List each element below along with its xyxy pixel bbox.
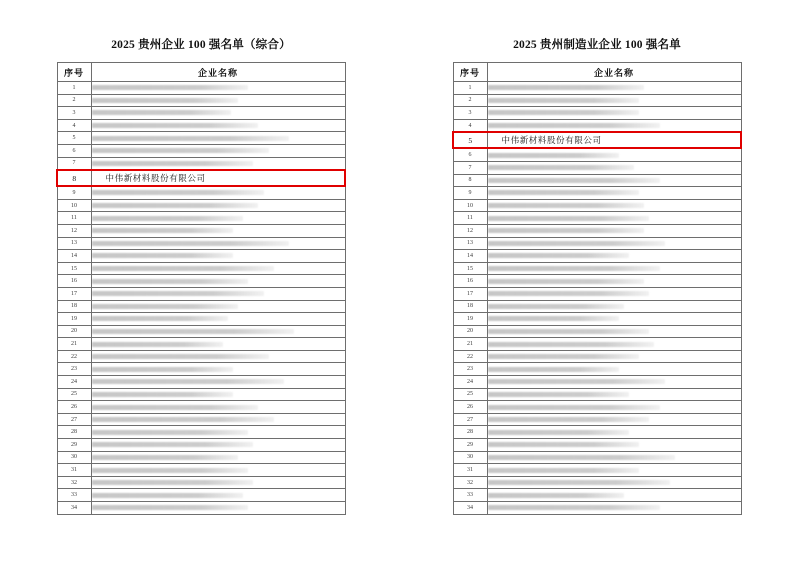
company-name-text (92, 253, 234, 258)
company-name-cell (487, 250, 741, 263)
table-row (453, 199, 741, 212)
company-name-cell (487, 325, 741, 338)
company-name-text (488, 329, 650, 334)
row-index-cell: 18 (453, 300, 487, 313)
company-name-text (92, 505, 249, 510)
company-name-cell (91, 212, 345, 225)
row-index-cell: 17 (57, 287, 91, 300)
row-index-cell: 14 (57, 250, 91, 263)
table-row (453, 212, 741, 225)
company-name-text (488, 493, 625, 498)
row-index-cell: 7 (453, 161, 487, 174)
company-name-text (92, 430, 249, 435)
row-index-cell: 19 (453, 313, 487, 326)
table-row (453, 107, 741, 120)
row-index-cell: 24 (453, 376, 487, 389)
table-row (57, 262, 345, 275)
company-name-cell (487, 376, 741, 389)
company-name-cell (91, 199, 345, 212)
company-name-text (92, 266, 274, 271)
company-name-text (92, 417, 274, 422)
row-index-cell: 20 (57, 325, 91, 338)
table-row-highlighted (57, 170, 345, 186)
company-name-text (488, 455, 675, 460)
company-name-text (92, 291, 264, 296)
row-index-cell: 9 (453, 187, 487, 200)
table-row (57, 107, 345, 120)
company-name-text (92, 216, 244, 221)
row-index-cell: 34 (57, 502, 91, 515)
row-index-cell: 8 (57, 170, 91, 186)
table-row (57, 439, 345, 452)
company-name-text (488, 216, 650, 221)
row-index-cell: 31 (57, 464, 91, 477)
company-name-cell (91, 476, 345, 489)
row-index-cell: 8 (453, 174, 487, 187)
table-row (57, 212, 345, 225)
row-index-cell: 26 (57, 401, 91, 414)
row-index-cell: 23 (57, 363, 91, 376)
table-row (453, 300, 741, 313)
table-header-row (453, 63, 741, 82)
table-row (57, 489, 345, 502)
company-name-cell (91, 464, 345, 477)
table-row (57, 186, 345, 199)
company-name-text (92, 468, 249, 473)
company-name-cell (91, 107, 345, 120)
row-index-cell: 3 (57, 107, 91, 120)
row-index-cell: 24 (57, 376, 91, 389)
company-name-cell (487, 300, 741, 313)
row-index-cell: 5 (453, 132, 487, 148)
company-name-text (92, 161, 254, 166)
company-name-text (488, 266, 660, 271)
table-row (453, 350, 741, 363)
company-name-cell (487, 237, 741, 250)
company-name-text (92, 329, 294, 334)
row-index-cell: 22 (453, 350, 487, 363)
table-row (453, 476, 741, 489)
row-index-cell: 16 (453, 275, 487, 288)
company-name-cell (487, 107, 741, 120)
table-row (57, 313, 345, 326)
row-index-cell: 1 (57, 82, 91, 95)
company-name-text (92, 442, 254, 447)
company-name-cell (487, 199, 741, 212)
company-name-cell (487, 502, 741, 515)
company-name-cell (487, 350, 741, 363)
row-index-cell: 13 (57, 237, 91, 250)
company-name-cell (487, 313, 741, 326)
row-index-cell: 31 (453, 464, 487, 477)
company-name-cell (91, 250, 345, 263)
row-index-cell: 29 (57, 439, 91, 452)
row-index-cell: 25 (57, 388, 91, 401)
company-name-cell (91, 119, 345, 132)
row-index-cell: 9 (57, 186, 91, 199)
row-index-cell: 3 (453, 107, 487, 120)
company-name-text (488, 85, 645, 90)
company-name-text: 中伟新材料股份有限公司 (105, 173, 206, 184)
company-list-table-right (452, 62, 742, 515)
company-name-text (92, 316, 229, 321)
page-title-right: 2025 贵州制造业企业 100 强名单 (513, 39, 681, 51)
row-index-cell: 6 (57, 144, 91, 157)
row-index-cell: 23 (453, 363, 487, 376)
row-index-cell: 11 (57, 212, 91, 225)
company-name-text (92, 203, 259, 208)
table-row (453, 250, 741, 263)
company-name-cell (91, 451, 345, 464)
column-header-no: 序号 (453, 63, 487, 82)
company-name-text (488, 165, 635, 170)
company-name-cell (91, 275, 345, 288)
company-name-text (92, 98, 239, 103)
company-name-text (92, 123, 259, 128)
row-index-cell: 21 (57, 338, 91, 351)
table-row (57, 287, 345, 300)
company-name-cell (487, 413, 741, 426)
company-name-cell (487, 132, 741, 148)
company-name-text (488, 405, 660, 410)
table-row (453, 426, 741, 439)
company-name-text (488, 417, 650, 422)
table-row (453, 119, 741, 132)
company-name-text (488, 379, 665, 384)
table-row (57, 401, 345, 414)
row-index-cell: 15 (453, 262, 487, 275)
company-name-cell (91, 144, 345, 157)
company-name-text (488, 468, 640, 473)
page-title-left: 2025 贵州企业 100 强名单（综合） (111, 39, 291, 51)
company-name-text (488, 123, 660, 128)
company-name-cell (91, 132, 345, 145)
table-row (57, 464, 345, 477)
company-name-text (488, 304, 625, 309)
company-name-cell (91, 94, 345, 107)
table-row (57, 275, 345, 288)
row-index-cell: 20 (453, 325, 487, 338)
row-index-cell: 21 (453, 338, 487, 351)
row-index-cell: 22 (57, 350, 91, 363)
company-name-cell (487, 338, 741, 351)
row-index-cell: 11 (453, 212, 487, 225)
table-row (453, 413, 741, 426)
row-index-cell: 34 (453, 502, 487, 515)
table-header-row (57, 63, 345, 82)
table-row (57, 250, 345, 263)
table-row (57, 413, 345, 426)
row-index-cell: 30 (453, 451, 487, 464)
table-row (57, 94, 345, 107)
table-row (57, 82, 345, 95)
table-block-left (56, 36, 346, 515)
company-name-text (92, 241, 289, 246)
column-header-no: 序号 (57, 63, 91, 82)
table-row (453, 237, 741, 250)
company-name-cell (487, 224, 741, 237)
row-index-cell: 33 (453, 489, 487, 502)
table-row (453, 401, 741, 414)
row-index-cell: 12 (453, 224, 487, 237)
row-index-cell: 33 (57, 489, 91, 502)
company-name-text (488, 98, 640, 103)
table-row (57, 144, 345, 157)
company-name-cell (91, 300, 345, 313)
company-name-text (488, 153, 620, 158)
table-row (453, 187, 741, 200)
company-name-text (92, 279, 249, 284)
table-row (57, 451, 345, 464)
company-name-text (488, 392, 630, 397)
row-index-cell: 10 (57, 199, 91, 212)
company-name-cell (487, 451, 741, 464)
company-name-cell (91, 426, 345, 439)
column-header-name: 企业名称 (487, 63, 741, 82)
table-block-right (452, 36, 742, 515)
company-name-cell (91, 350, 345, 363)
table-row (453, 388, 741, 401)
table-row (453, 464, 741, 477)
row-index-cell: 10 (453, 199, 487, 212)
table-row (453, 439, 741, 452)
company-name-cell (91, 489, 345, 502)
table-row (57, 502, 345, 515)
company-name-cell (91, 287, 345, 300)
company-name-cell (487, 275, 741, 288)
table-row (57, 199, 345, 212)
table-row (453, 376, 741, 389)
table-row (57, 325, 345, 338)
table-row (57, 157, 345, 170)
company-name-cell (487, 439, 741, 452)
company-name-cell (91, 186, 345, 199)
company-name-text (92, 493, 244, 498)
company-name-cell (91, 262, 345, 275)
company-name-text (92, 110, 231, 115)
company-name-text (488, 342, 655, 347)
table-row (453, 148, 741, 161)
company-name-text (488, 430, 630, 435)
company-name-text (92, 379, 284, 384)
company-name-cell (91, 82, 345, 95)
row-index-cell: 27 (57, 413, 91, 426)
company-name-text (488, 480, 670, 485)
table-row (453, 325, 741, 338)
company-name-text (92, 455, 239, 460)
row-index-cell: 32 (453, 476, 487, 489)
table-row (453, 82, 741, 95)
table-row (453, 489, 741, 502)
company-name-text (92, 190, 264, 195)
company-name-cell (487, 212, 741, 225)
company-name-text (92, 367, 234, 372)
company-name-cell (487, 476, 741, 489)
table-row (453, 287, 741, 300)
row-index-cell: 7 (57, 157, 91, 170)
company-name-cell (487, 82, 741, 95)
company-name-text (488, 110, 640, 115)
row-index-cell: 30 (57, 451, 91, 464)
company-name-cell (91, 376, 345, 389)
company-name-cell (91, 313, 345, 326)
table-body-left (57, 82, 345, 515)
table-row (57, 119, 345, 132)
row-index-cell: 14 (453, 250, 487, 263)
table-row (453, 451, 741, 464)
row-index-cell: 17 (453, 287, 487, 300)
company-name-cell (487, 187, 741, 200)
company-name-text (92, 136, 289, 141)
company-name-cell (91, 325, 345, 338)
company-name-cell (91, 502, 345, 515)
company-name-cell (487, 464, 741, 477)
row-index-cell: 19 (57, 313, 91, 326)
company-name-text (488, 442, 640, 447)
table-row (453, 174, 741, 187)
row-index-cell: 2 (57, 94, 91, 107)
company-name-text (92, 228, 234, 233)
company-name-cell (487, 287, 741, 300)
company-name-cell (91, 413, 345, 426)
table-row (453, 224, 741, 237)
company-name-cell (487, 119, 741, 132)
table-row (453, 338, 741, 351)
company-name-text (92, 304, 239, 309)
company-name-text (488, 253, 630, 258)
table-row (57, 426, 345, 439)
company-name-cell (487, 94, 741, 107)
row-index-cell: 32 (57, 476, 91, 489)
table-row (57, 388, 345, 401)
company-name-cell (487, 388, 741, 401)
row-index-cell: 25 (453, 388, 487, 401)
company-name-text (92, 480, 254, 485)
company-name-cell (91, 388, 345, 401)
company-name-cell (91, 363, 345, 376)
company-name-text (92, 342, 224, 347)
row-index-cell: 28 (57, 426, 91, 439)
company-name-text (488, 228, 645, 233)
row-index-cell: 6 (453, 148, 487, 161)
company-name-text (488, 279, 645, 284)
row-index-cell: 13 (453, 237, 487, 250)
table-row-highlighted (453, 132, 741, 148)
table-row (57, 132, 345, 145)
table-row (57, 224, 345, 237)
row-index-cell: 12 (57, 224, 91, 237)
row-index-cell: 16 (57, 275, 91, 288)
company-name-cell (91, 401, 345, 414)
company-name-cell (91, 237, 345, 250)
table-row (453, 262, 741, 275)
row-index-cell: 4 (453, 119, 487, 132)
company-name-cell (91, 338, 345, 351)
company-name-text (488, 190, 640, 195)
company-name-cell (487, 262, 741, 275)
row-index-cell: 2 (453, 94, 487, 107)
company-list-table-left (56, 62, 346, 515)
table-row (453, 161, 741, 174)
table-row (57, 300, 345, 313)
column-header-name: 企业名称 (91, 63, 345, 82)
row-index-cell: 1 (453, 82, 487, 95)
company-name-cell (487, 489, 741, 502)
company-name-text (488, 178, 660, 183)
company-name-cell (487, 148, 741, 161)
company-name-cell (487, 363, 741, 376)
table-row (453, 94, 741, 107)
table-row (57, 237, 345, 250)
row-index-cell: 28 (453, 426, 487, 439)
company-name-text (488, 505, 660, 510)
company-name-cell (487, 174, 741, 187)
table-row (453, 313, 741, 326)
table-row (57, 350, 345, 363)
company-name-cell (91, 157, 345, 170)
company-name-text (488, 241, 665, 246)
company-name-cell (487, 401, 741, 414)
row-index-cell: 26 (453, 401, 487, 414)
row-index-cell: 27 (453, 413, 487, 426)
row-index-cell: 5 (57, 132, 91, 145)
row-index-cell: 4 (57, 119, 91, 132)
company-name-text (488, 203, 645, 208)
company-name-cell (91, 439, 345, 452)
row-index-cell: 15 (57, 262, 91, 275)
table-row (453, 502, 741, 515)
company-name-cell (91, 170, 345, 186)
company-name-text (92, 85, 249, 90)
company-name-text (92, 148, 269, 153)
company-name-cell (91, 224, 345, 237)
table-row (453, 275, 741, 288)
company-name-text (92, 354, 269, 359)
company-name-text (488, 367, 620, 372)
company-name-text (92, 392, 234, 397)
table-row (57, 476, 345, 489)
company-name-text (488, 354, 640, 359)
company-name-cell (487, 426, 741, 439)
table-body-right (453, 82, 741, 515)
row-index-cell: 29 (453, 439, 487, 452)
row-index-cell: 18 (57, 300, 91, 313)
company-name-text (488, 291, 650, 296)
company-name-text: 中伟新材料股份有限公司 (501, 135, 602, 146)
table-row (57, 376, 345, 389)
company-name-text (92, 405, 259, 410)
company-name-text (488, 316, 620, 321)
table-row (453, 363, 741, 376)
company-name-cell (487, 161, 741, 174)
table-row (57, 338, 345, 351)
table-row (57, 363, 345, 376)
